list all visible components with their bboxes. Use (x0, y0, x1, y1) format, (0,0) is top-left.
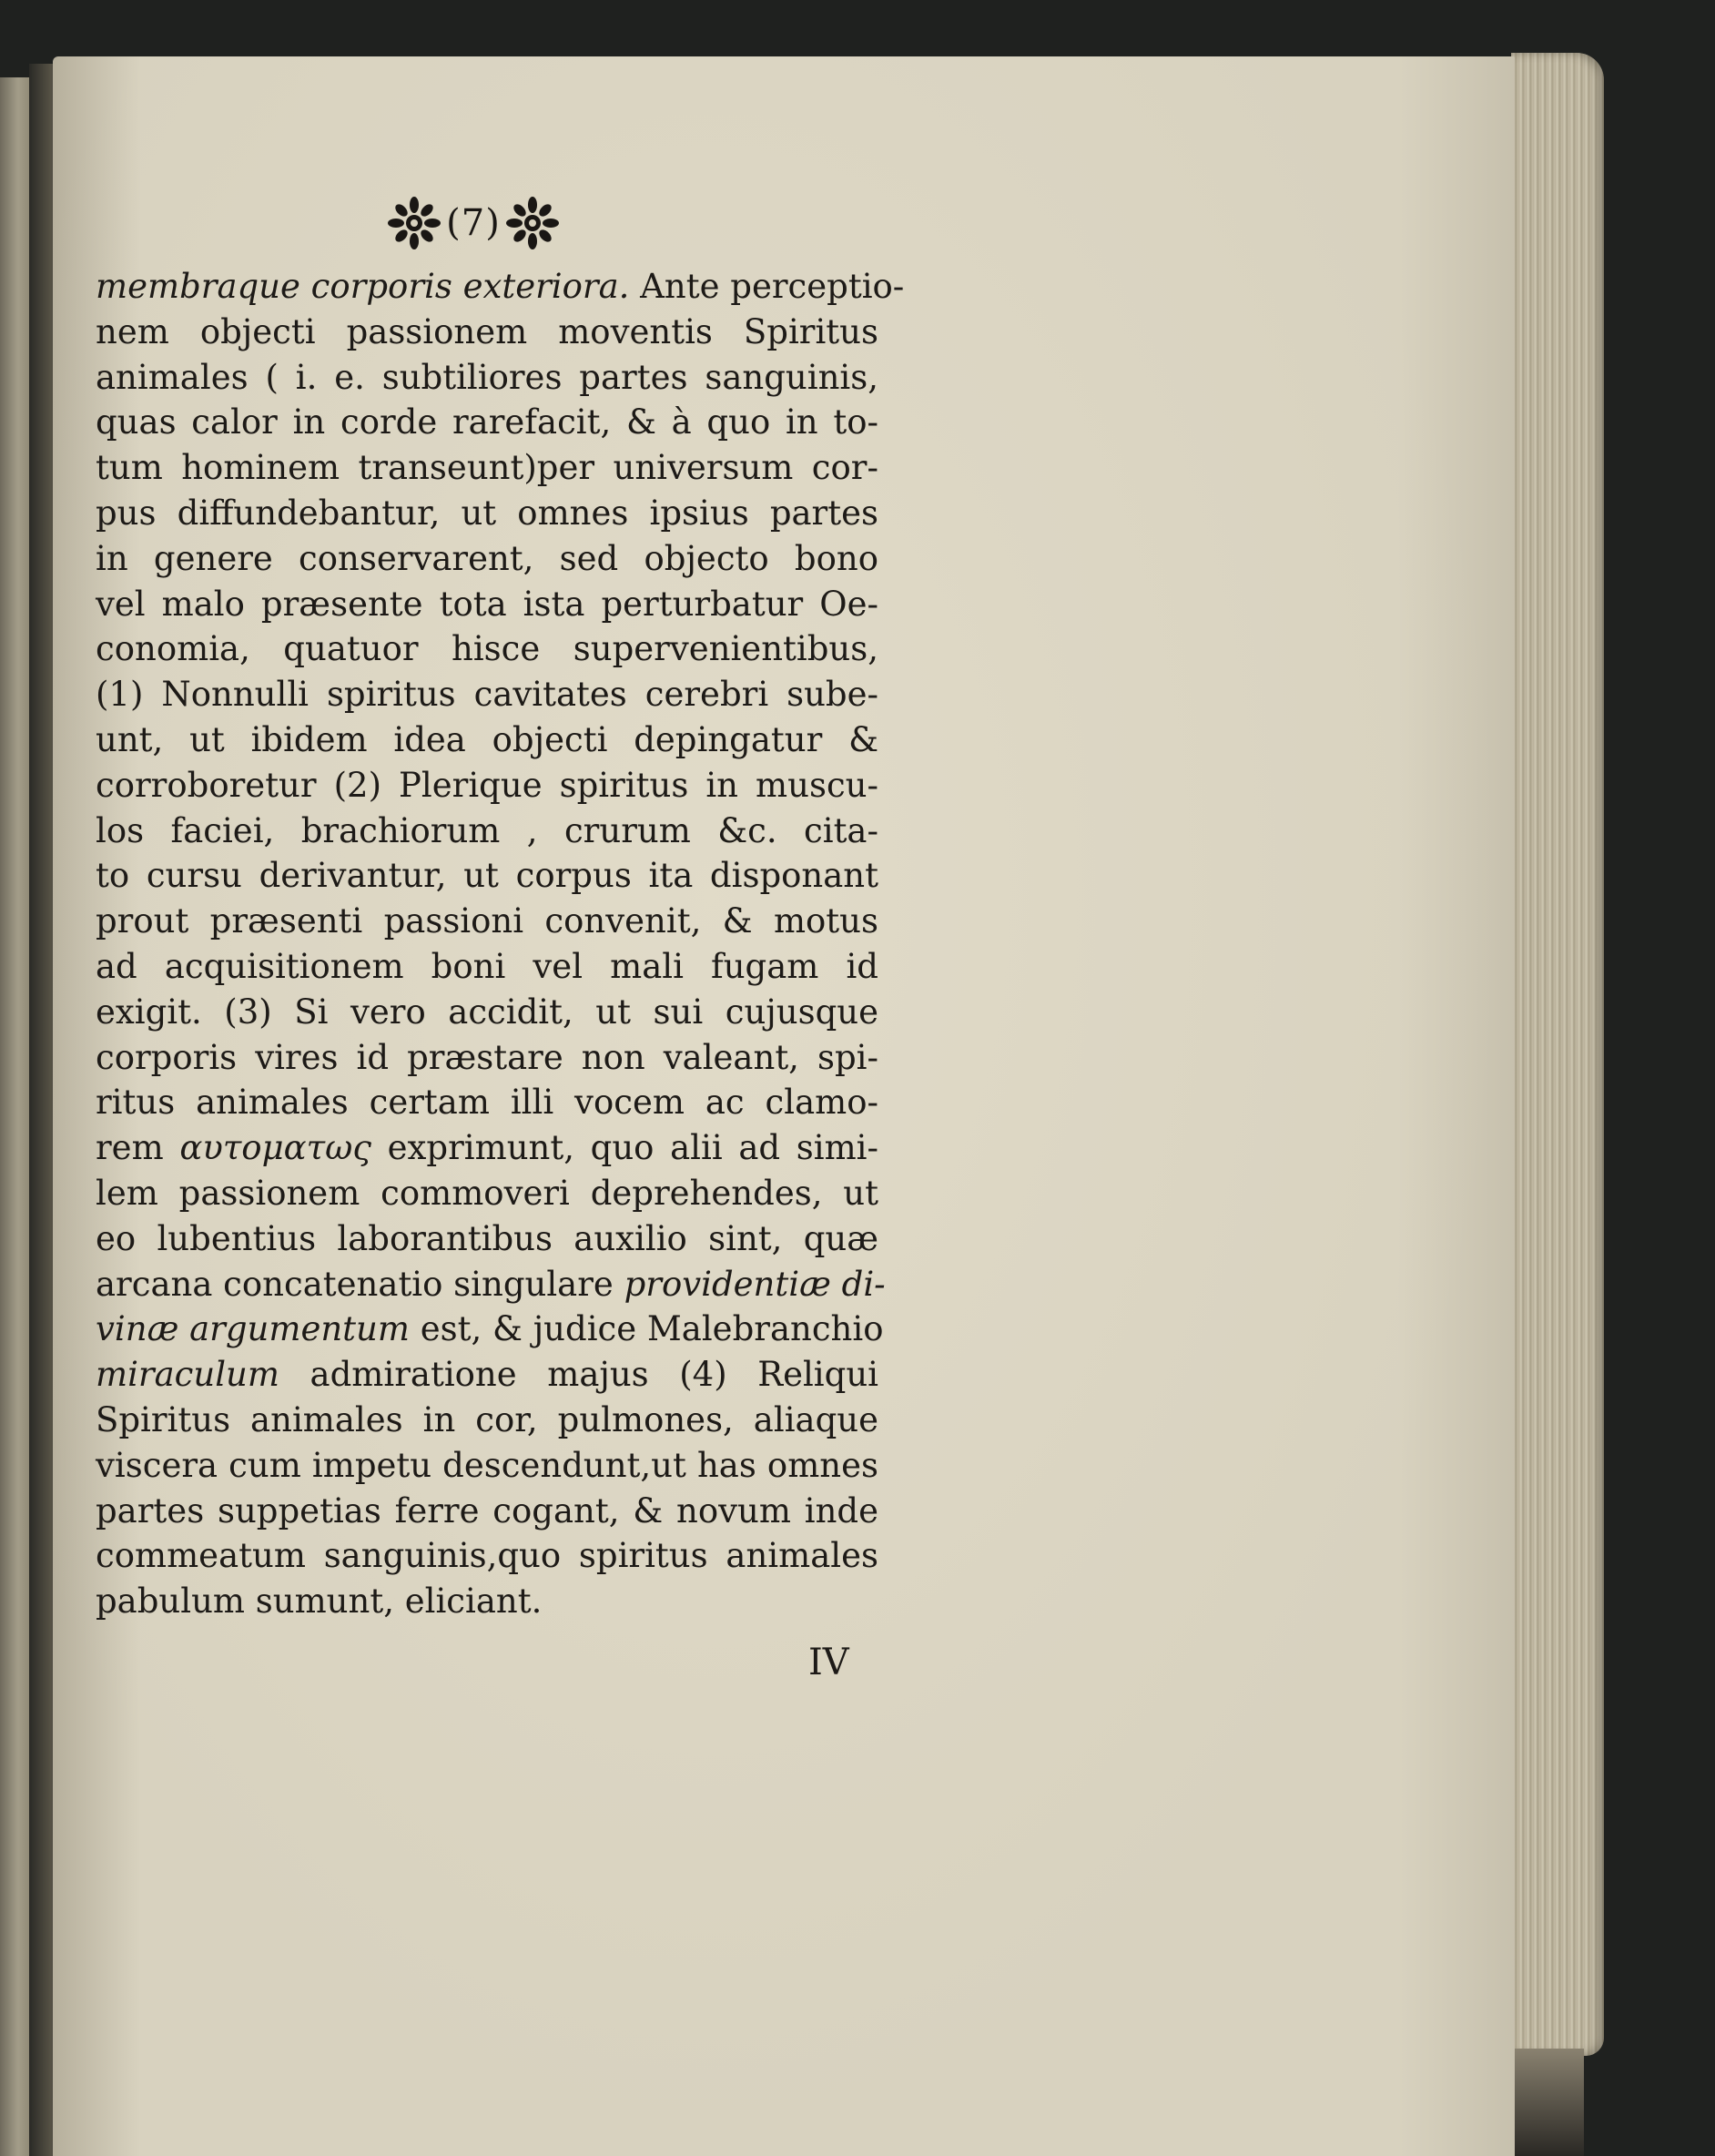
text-line (96, 1307, 884, 1352)
text-line (96, 536, 878, 582)
text-segment: exprimunt, quo alii ad simi- (370, 1128, 878, 1168)
text-segment: animales ( i. e. subtiliores partes sanguinis, (96, 357, 878, 397)
text-line (96, 899, 878, 944)
text-segment: ritus animales certam illi vocem ac clamo- (96, 1083, 878, 1123)
text-segment: vel malo præsente tota ista perturbatur Oe- (96, 584, 878, 624)
text-segment: arcana concatenatio singulare (96, 1264, 624, 1304)
text-line (96, 310, 878, 355)
text-line (96, 1125, 878, 1171)
page-header (373, 187, 573, 259)
text-segment: admiratione majus (4) Reliqui (279, 1355, 878, 1395)
italic-segment: miraculum (96, 1355, 279, 1395)
text-line (96, 717, 878, 763)
text-line (96, 582, 878, 627)
italic-segment: providentiæ di- (624, 1264, 886, 1304)
text-segment: los faciei, brachiorum , crurum &c. cita- (96, 810, 878, 850)
text-segment: unt, ut ibidem idea objecti depingatur & (96, 719, 878, 759)
text-line (96, 491, 878, 536)
page-number: (7) (446, 202, 501, 244)
rosette-ornament-left-icon (388, 197, 441, 249)
text-segment: rem (96, 1128, 180, 1168)
left-page-edge (0, 77, 33, 2156)
text-segment: corroboretur (2) Plerique spiritus in muscu- (96, 765, 878, 805)
text-line (96, 990, 878, 1035)
text-line (96, 763, 878, 808)
rosette-ornament-right-icon (506, 197, 559, 249)
text-segment: exigit. (3) Si vero accidit, ut sui cujusque (96, 992, 878, 1032)
text-segment: eo lubentius laborantibus auxilio sint, quæ (96, 1218, 878, 1258)
text-line (96, 1216, 878, 1262)
text-line (96, 1579, 878, 1624)
text-segment: pabulum sumunt, eliciant. (96, 1581, 543, 1622)
text-line (96, 626, 878, 672)
text-line (96, 808, 878, 854)
text-line (96, 355, 878, 401)
text-segment: viscera cum impetu descendunt,ut has omnes (96, 1445, 878, 1485)
text-line (96, 1489, 878, 1534)
italic-segment: membraque corporis exteriora. (96, 267, 630, 306)
text-segment: est, & judice Malebranchio (409, 1309, 884, 1349)
text-segment: conomia, quatuor hisce supervenientibus, (96, 629, 878, 669)
text-line (96, 400, 878, 445)
text-segment: corporis vires id præstare non valeant, spi- (96, 1037, 878, 1077)
text-line (96, 944, 878, 990)
italic-segment: vinæ argumentum (96, 1309, 410, 1349)
page-block-shadow (1511, 2049, 1584, 2156)
text-line (96, 853, 878, 899)
text-line (96, 1171, 878, 1216)
text-segment: (1) Nonnulli spiritus cavitates cerebri sube- (96, 675, 878, 715)
text-line (96, 1398, 878, 1443)
text-segment: Ante perceptio- (629, 267, 905, 306)
text-segment: lem passionem commoveri deprehendes, ut (96, 1173, 878, 1213)
text-segment: quas calor in corde rarefacit, & à quo in to- (96, 402, 878, 442)
text-segment: tum hominem transeunt)per universum cor- (96, 448, 878, 488)
text-line (96, 264, 905, 310)
text-line (96, 1262, 886, 1307)
catchword: IV (808, 1642, 849, 1683)
text-line (96, 1533, 878, 1579)
text-line (96, 1352, 878, 1398)
text-segment: pus diffundebantur, ut omnes ipsius partes (96, 493, 878, 533)
italic-segment: αυτοματως (179, 1128, 371, 1168)
body-text (96, 264, 905, 1624)
text-segment: in genere conservarent, sed objecto bono (96, 538, 878, 578)
text-line (96, 1080, 878, 1125)
text-segment: nem objecti passionem moventis Spiritus (96, 311, 878, 351)
text-line (96, 1443, 878, 1489)
text-line (96, 445, 878, 491)
text-segment: partes suppetias ferre cogant, & novum inde (96, 1490, 878, 1531)
text-segment: Spiritus animales in cor, pulmones, aliaque (96, 1399, 878, 1439)
text-segment: to cursu derivantur, ut corpus ita disponant (96, 856, 878, 896)
text-segment: ad acquisitionem boni vel mali fugam id (96, 946, 878, 986)
text-segment: prout præsenti passioni convenit, & motus (96, 901, 878, 941)
page-block-edge (1511, 53, 1604, 2056)
text-line (96, 1035, 878, 1081)
text-line (96, 672, 878, 717)
text-segment: commeatum sanguinis,quo spiritus animales (96, 1536, 878, 1576)
